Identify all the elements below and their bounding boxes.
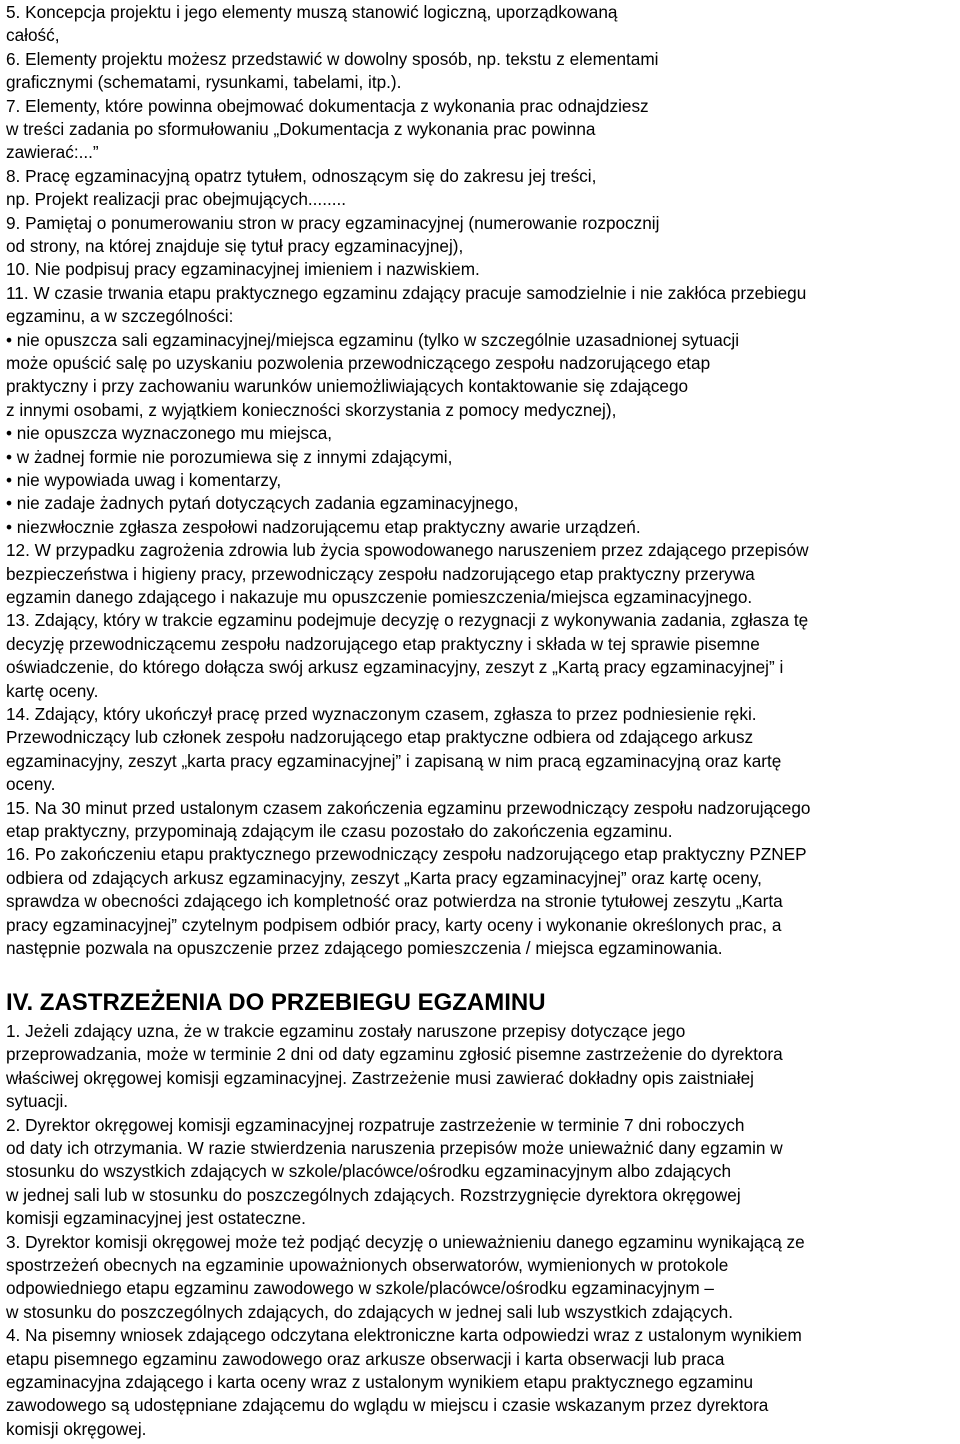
- text-line: 14. Zdający, który ukończył pracę przed wyznaczonym czasem, zgłasza to przez podniesienie ręki.: [6, 704, 757, 724]
- text-line: 11. W czasie trwania etapu praktycznego egzaminu zdający pracuje samodzielnie i nie zakłóca przebiegu: [6, 282, 807, 303]
- text-line: może opuścić salę po uzyskaniu pozwolenia przewodniczącego zespołu nadzorującego etap: [6, 353, 711, 373]
- section-heading: IV. ZASTRZEŻENIA DO PRZEBIEGU EGZAMINU: [6, 989, 546, 1016]
- text-line: 10. Nie podpisuj pracy egzaminacyjnej imieniem i nazwiskiem.: [6, 259, 480, 280]
- text-line: w stosunku do poszczególnych zdających, do zdających w jednej sali lub wszystkich zdających.: [6, 1301, 734, 1322]
- text-line: • nie wypowiada uwag i komentarzy,: [6, 470, 282, 490]
- text-line: egzaminacyjna zdającego i karta oceny wraz z ustalonym wynikiem etapu praktycznego egzaminu: [6, 1372, 754, 1392]
- text-line: praktyczny i przy zachowaniu warunków uniemożliwiających kontaktowanie się zdającego: [6, 376, 689, 397]
- text-line: bezpieczeństwa i higieny pracy, przewodniczący zespołu nadzorującego etap praktyczny przerywa: [6, 563, 755, 584]
- text-line: egzaminacyjny, zeszyt „karta pracy egzaminacyjnej” i zapisaną w nim pracą egzaminacyjną oraz kartę: [6, 750, 782, 771]
- text-line: przeprowadzania, może w terminie 2 dni od daty egzaminu zgłosić pisemne zastrzeżenie do dyrektora: [6, 1044, 783, 1065]
- text-line: graficznymi (schematami, rysunkami, tabelami, itp.).: [6, 72, 402, 93]
- text-line: odbiera od zdających arkusz egzaminacyjny, zeszyt „Karta pracy egzaminacyjnej” oraz kartę oceny,: [6, 867, 762, 888]
- text-line: 5. Koncepcja projektu i jego elementy muszą stanowić logiczną, uporządkowaną: [6, 2, 618, 22]
- text-line: 8. Pracę egzaminacyjną opatrz tytułem, odnoszącym się do zakresu jej treści,: [6, 165, 597, 186]
- text-line: egzamin danego zdającego i nakazuje mu opuszczenie pomieszczenia/miejsca egzaminacyjnego.: [6, 587, 753, 607]
- text-line: • nie opuszcza sali egzaminacyjnej/miejsca egzaminu (tylko w szczególnie uzasadnionej sytuacji: [6, 329, 740, 350]
- text-line: 13. Zdający, który w trakcie egzaminu podejmuje decyzję o rezygnacji z wykonywania zadania, zgłasza tę: [6, 610, 809, 631]
- text-line: • nie zadaje żadnych pytań dotyczących zadania egzaminacyjnego,: [6, 493, 519, 514]
- text-line: od daty ich otrzymania. W razie stwierdzenia naruszenia przepisów może unieważnić dany egzamin w: [6, 1138, 783, 1158]
- text-line: egzaminu, a w szczególności:: [6, 306, 234, 327]
- text-line: komisji egzaminacyjnej jest ostateczne.: [6, 1208, 306, 1229]
- text-line: z innymi osobami, z wyjątkiem konieczności skorzystania z pomocy medycznej),: [6, 399, 617, 420]
- text-line: komisji okręgowej.: [6, 1418, 147, 1439]
- text-line: stosunku do wszystkich zdających w szkole/placówce/ośrodku egzaminacyjnym albo zdających: [6, 1161, 732, 1182]
- text-line: 3. Dyrektor komisji okręgowej może też podjąć decyzję o unieważnieniu danego egzaminu wynikającą ze: [6, 1231, 805, 1252]
- text-line: całość,: [6, 25, 60, 46]
- text-line: 4. Na pisemny wniosek zdającego odczytana elektroniczne karta odpowiedzi wraz z ustalonym wynikiem: [6, 1325, 802, 1346]
- text-line: decyzję przewodniczącemu zespołu nadzorującego etap praktyczny i składa w tej sprawie pisemne: [6, 633, 760, 654]
- text-line: 7. Elementy, które powinna obejmować dokumentacja z wykonania prac odnajdziesz: [6, 95, 649, 116]
- text-line: zawierać:...”: [6, 142, 99, 163]
- text-line: sytuacji.: [6, 1091, 69, 1112]
- text-line: 6. Elementy projektu możesz przedstawić w dowolny sposób, np. tekstu z elementami: [6, 48, 659, 69]
- text-line: 15. Na 30 minut przed ustalonym czasem zakończenia egzaminu przewodniczący zespołu nadzorującego: [6, 797, 811, 818]
- text-line: następnie pozwala na opuszczenie przez zdającego pomieszczenia / miejsca egzaminowania.: [6, 938, 723, 958]
- text-line: właściwej okręgowej komisji egzaminacyjnej. Zastrzeżenie musi zawierać dokładny opis zaistniałej: [6, 1067, 754, 1088]
- text-line: 12. W przypadku zagrożenia zdrowia lub życia spowodowanego naruszeniem przez zdającego przepisów: [6, 540, 809, 561]
- text-line: etapu pisemnego egzaminu zawodowego oraz arkusze obserwacji i karta obserwacji lub praca: [6, 1348, 725, 1369]
- text-line: 16. Po zakończeniu etapu praktycznego przewodniczący zespołu nadzorującego etap praktyczny PZNEP: [6, 844, 807, 865]
- text-line: 1. Jeżeli zdający uzna, że w trakcie egzaminu zostały naruszone przepisy dotyczące jego: [6, 1021, 686, 1041]
- text-line: 9. Pamiętaj o ponumerowaniu stron w pracy egzaminacyjnej (numerowanie rozpocznij: [6, 212, 660, 233]
- text-line: oświadczenie, do którego dołącza swój arkusz egzaminacyjny, zeszyt z „Kartą pracy egzaminacyjnej” i: [6, 657, 784, 678]
- text-line: np. Projekt realizacji prac obejmujących........: [6, 189, 347, 210]
- text-line: • w żadnej formie nie porozumiewa się z innymi zdającymi,: [6, 446, 453, 467]
- text-line: pracy egzaminacyjnej” czytelnym podpisem odbiór pracy, karty oceny i wykonanie określonych prac, a: [6, 914, 782, 935]
- text-line: sprawdza w obecności zdającego ich kompletność oraz potwierdza na stronie tytułowej zeszytu „Karta: [6, 891, 783, 912]
- text-line: kartę oceny.: [6, 680, 99, 701]
- text-line: etap praktyczny, przypominają zdającym ile czasu pozostało do zakończenia egzaminu.: [6, 821, 673, 841]
- text-line: oceny.: [6, 774, 56, 795]
- text-line: Przewodniczący lub członek zespołu nadzorującego etap praktyczne odbiera od zdającego arkusz: [6, 727, 754, 748]
- text-line: w jednej sali lub w stosunku do poszczególnych zdających. Rozstrzygnięcie dyrektora okręgowej: [6, 1184, 741, 1205]
- text-line: 2. Dyrektor okręgowej komisji egzaminacyjnej rozpatruje zastrzeżenie w terminie 7 dni roboczych: [6, 1114, 745, 1135]
- text-line: spostrzeżeń obecnych na egzaminie upoważnionych obserwatorów, wymienionych w protokole: [6, 1255, 729, 1275]
- text-line: odpowiedniego etapu egzaminu zawodowego w szkole/placówce/ośrodku egzaminacyjnym –: [6, 1278, 714, 1299]
- text-line: w treści zadania po sformułowaniu „Dokumentacja z wykonania prac powinna: [6, 119, 596, 139]
- text-line: od strony, na której znajduje się tytuł pracy egzaminacyjnej),: [6, 236, 464, 256]
- text-line: • nie opuszcza wyznaczonego mu miejsca,: [6, 423, 333, 444]
- text-line: • niezwłocznie zgłasza zespołowi nadzorującemu etap praktyczny awarie urządzeń.: [6, 516, 641, 537]
- text-line: zawodowego są udostępniane zdającemu do wglądu w miejscu i czasie wskazanym przez dyrektora: [6, 1395, 769, 1416]
